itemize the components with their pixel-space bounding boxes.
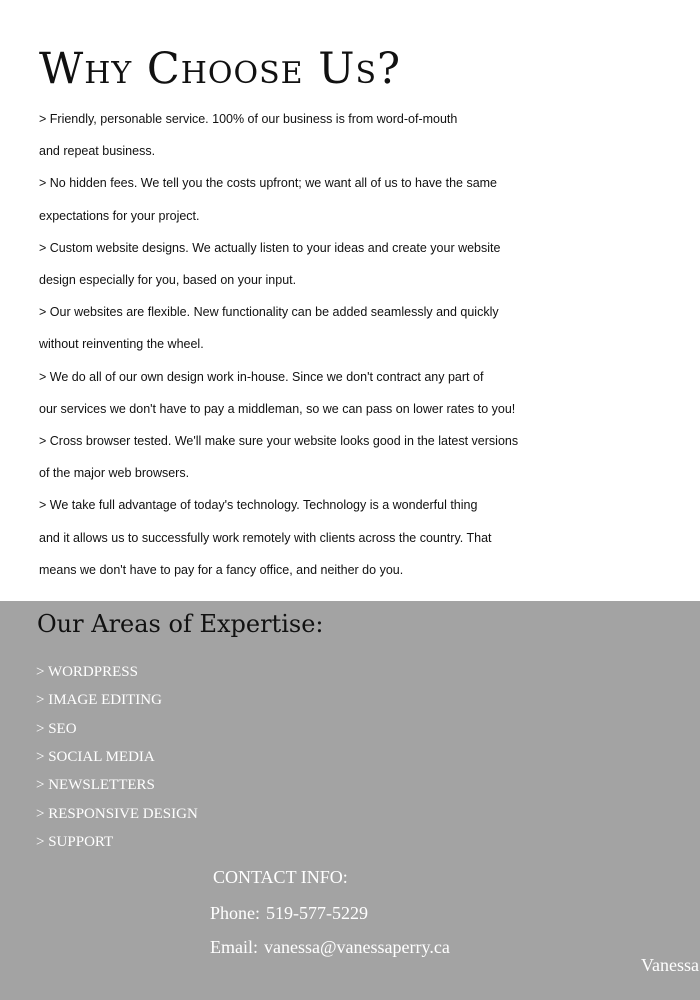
expertise-item-newsletters: > NEWSLETTERS	[36, 777, 155, 793]
expertise-item-wordpress: > WORDPRESS	[36, 664, 138, 680]
why-line: without reinventing the wheel.	[39, 337, 204, 351]
why-line: > We do all of our own design work in-house. Since we don't contract any part of	[39, 370, 484, 384]
why-line: > Our websites are flexible. New functionality can be added seamlessly and quickly	[39, 305, 499, 319]
contact-heading: CONTACT INFO:	[213, 867, 348, 887]
why-line: > No hidden fees. We tell you the costs upfront; we want all of us to have the same	[39, 176, 498, 190]
phone-label: Phone:	[210, 903, 261, 923]
expertise-contact-section	[0, 601, 700, 1000]
expertise-item-social-media: > SOCIAL MEDIA	[36, 749, 155, 765]
contact-email	[210, 936, 450, 958]
why-line: > Friendly, personable service. 100% of our business is from word-of-mouth	[39, 112, 458, 126]
why-line: and repeat business.	[39, 144, 156, 158]
contact-phone	[210, 902, 368, 924]
expertise-item-image-editing: > IMAGE EDITING	[36, 692, 162, 708]
email-label: Email:	[210, 937, 258, 957]
why-choose-us-title: Why Choose Us?	[39, 44, 402, 94]
why-line: expectations for your project.	[39, 209, 200, 223]
why-line: > Cross browser tested. We'll make sure your website looks good in the latest versions	[39, 434, 519, 448]
why-line: > Custom website designs. We actually listen to your ideas and create your website	[39, 241, 501, 255]
why-line: means we don't have to pay for a fancy office, and neither do you.	[39, 563, 404, 577]
why-line: of the major web browsers.	[39, 466, 190, 480]
expertise-item-responsive-design: > RESPONSIVE DESIGN	[36, 806, 198, 822]
why-line: and it allows us to successfully work remotely with clients across the country. That	[39, 531, 492, 545]
phone-value[interactable]: 519-577-5229	[266, 903, 369, 923]
expertise-title: Our Areas of Expertise:	[37, 610, 324, 638]
why-line: design especially for you, based on your input.	[39, 273, 297, 287]
why-line: our services we don't have to pay a middleman, so we can pass on lower rates to you!	[39, 402, 516, 416]
email-link[interactable]: vanessa@vanessaperry.ca	[264, 937, 450, 957]
expertise-item-support: > SUPPORT	[36, 834, 114, 850]
expertise-item-seo: > SEO	[36, 721, 77, 737]
why-line: > We take full advantage of today's technology. Technology is a wonderful thing	[39, 498, 478, 512]
owner-name: Vanessa	[641, 955, 699, 975]
